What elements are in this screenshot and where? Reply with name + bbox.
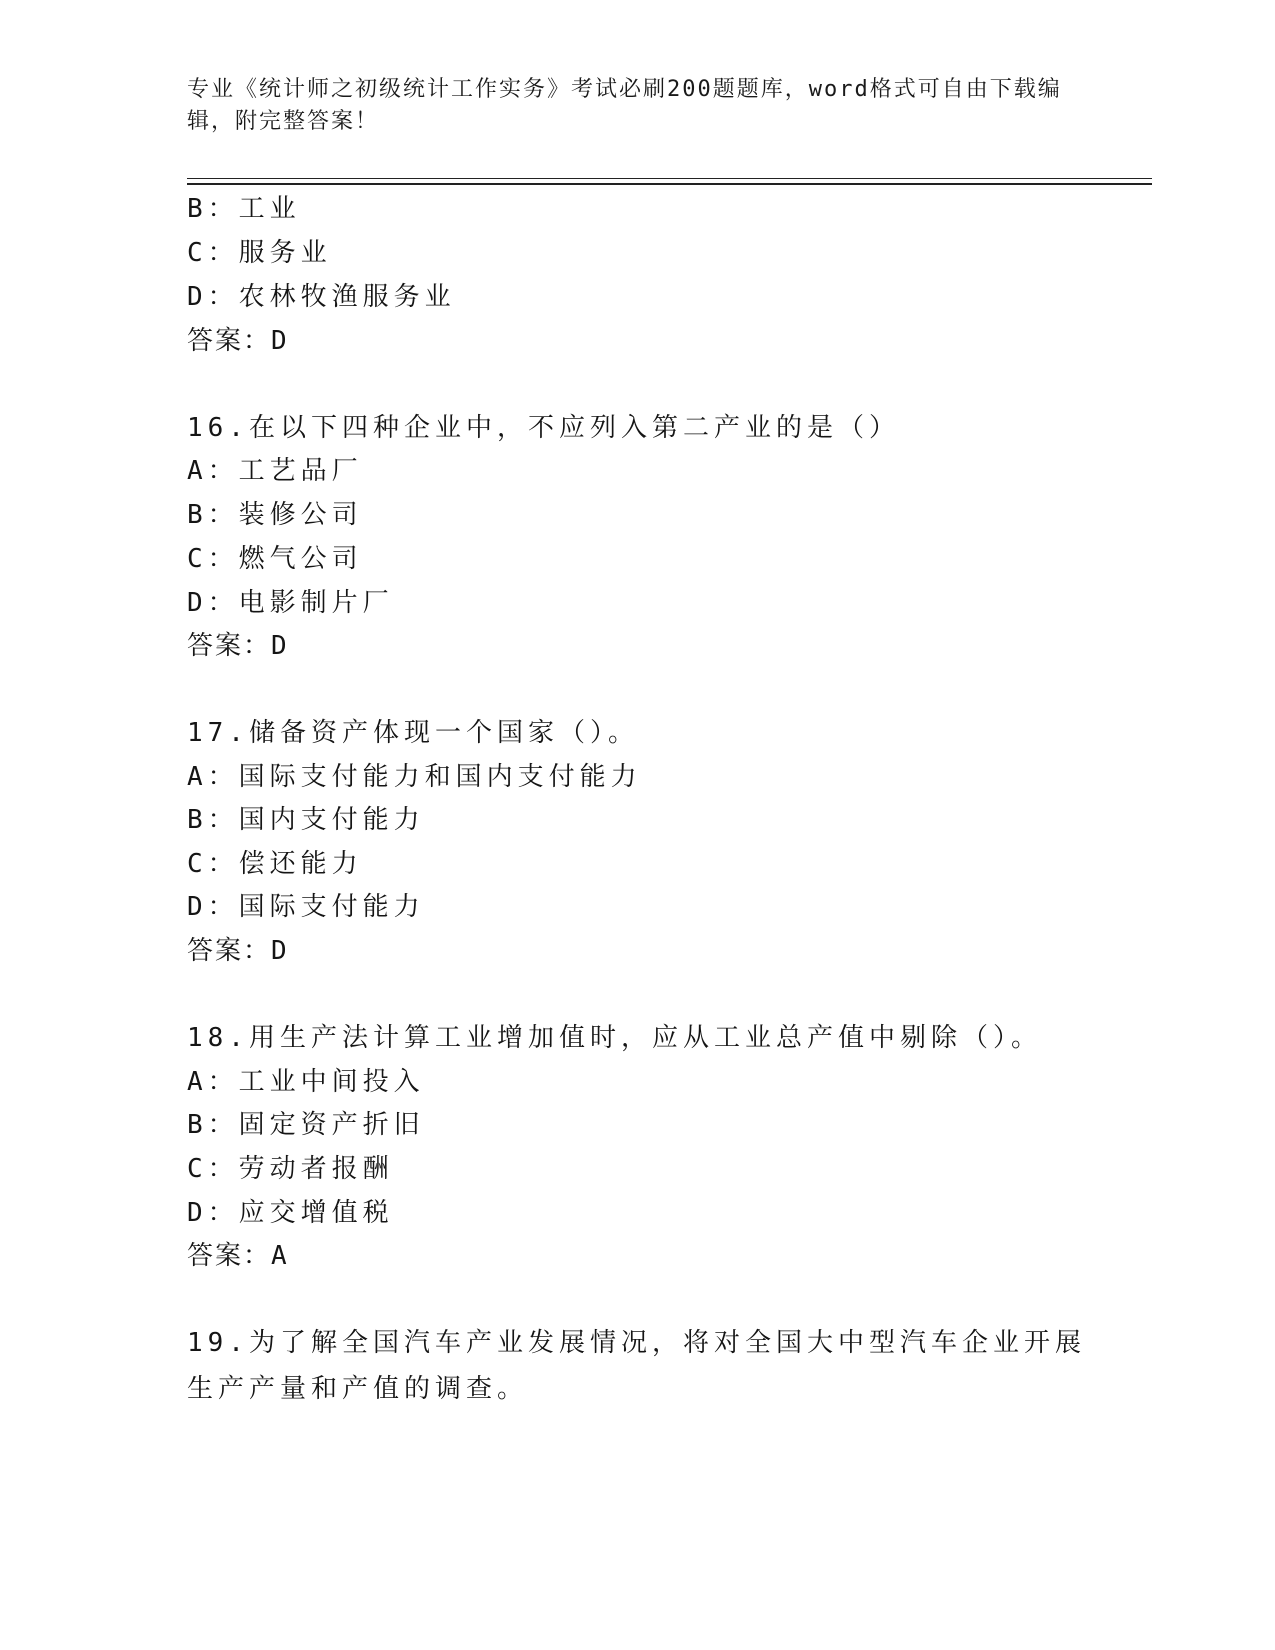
q18-stem: 18.用生产法计算工业增加值时，应从工业总产值中剔除（）。: [187, 1023, 1042, 1053]
q17-stem: 17.储备资产体现一个国家（）。: [187, 718, 639, 748]
q15-answer: 答案：D: [187, 326, 289, 356]
document-header: 专业《统计师之初级统计工作实务》考试必刷200题题库，word格式可自由下载编辑，附完整答案！: [187, 77, 1062, 134]
q18-answer: 答案：A: [187, 1241, 289, 1271]
q17-option-a: A：国际支付能力和国内支付能力: [187, 762, 642, 792]
q18-option-a: A：工业中间投入: [187, 1067, 425, 1097]
header-rule-thin: [187, 178, 1152, 179]
header-rule-thick: [187, 183, 1152, 185]
q16-option-a: A：工艺品厂: [187, 456, 363, 486]
q15-option-c: C：服务业: [187, 238, 332, 268]
q18-option-d: D：应交增值税: [187, 1198, 394, 1228]
q17-option-d: D：国际支付能力: [187, 892, 425, 922]
q17-option-b: B：国内支付能力: [187, 805, 425, 835]
q15-option-d: D：农林牧渔服务业: [187, 282, 456, 312]
q15-option-b: B：工业: [187, 194, 301, 224]
q16-option-d: D：电影制片厂: [187, 588, 394, 618]
q16-option-c: C：燃气公司: [187, 544, 363, 574]
q17-answer: 答案：D: [187, 936, 289, 966]
q16-answer: 答案：D: [187, 631, 289, 661]
q17-option-c: C：偿还能力: [187, 849, 363, 879]
q16-stem: 16.在以下四种企业中，不应列入第二产业的是（）: [187, 413, 900, 443]
q18-option-b: B：固定资产折旧: [187, 1110, 425, 1140]
q16-option-b: B：装修公司: [187, 500, 363, 530]
q19-stem: 19.为了解全国汽车产业发展情况，将对全国大中型汽车企业开展生产产量和产值的调查。: [187, 1328, 1086, 1404]
q18-option-c: C：劳动者报酬: [187, 1154, 394, 1184]
